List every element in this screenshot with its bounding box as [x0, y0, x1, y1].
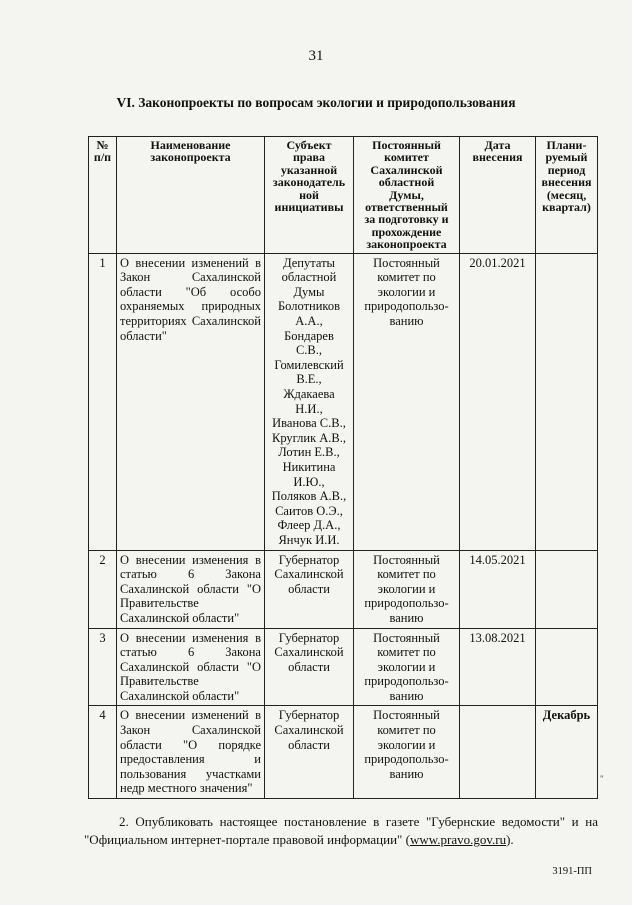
bill-name: О внесении изменения в статью 6 Закона Сахалинской области "О Правительстве Сахалинской области" [117, 628, 265, 706]
publication-text-end: ). [506, 832, 514, 847]
row-num: 1 [89, 253, 117, 550]
committee: Постоянный комитет по экологии и природопользо- ванию [354, 706, 460, 799]
row-num: 2 [89, 550, 117, 628]
bills-table [88, 136, 598, 799]
bill-name: О внесении изменений в Закон Сахалинской области "О порядке предоставления и пользования участками недр местного значения" [117, 706, 265, 799]
initiative-subject: Губернатор Сахалинской области [265, 628, 354, 706]
submission-date [460, 706, 536, 799]
header-planned-period: Плани- руемый период внесения (месяц, квартал) [536, 137, 598, 254]
committee: Постоянный комитет по экологии и природопользо- ванию [354, 253, 460, 550]
table-row [89, 253, 598, 550]
bill-name: О внесении изменения в статью 6 Закона Сахалинской области "О Правительстве Сахалинской области" [117, 550, 265, 628]
planned-period [536, 253, 598, 550]
planned-period: Декабрь [536, 706, 598, 799]
planned-period [536, 550, 598, 628]
pravo-link[interactable]: www.pravo.gov.ru [409, 832, 507, 847]
initiative-subject: Губернатор Сахалинской области [265, 706, 354, 799]
row-num: 4 [89, 706, 117, 799]
committee: Постоянный комитет по экологии и природопользо- ванию [354, 628, 460, 706]
submission-date: 13.08.2021 [460, 628, 536, 706]
document-code: 3191-ПП [552, 866, 592, 877]
table-row [89, 550, 598, 628]
row-num: 3 [89, 628, 117, 706]
header-num: № п/п [89, 137, 117, 254]
page-number: 31 [308, 48, 324, 64]
initiative-subject: Губернатор Сахалинской области [265, 550, 354, 628]
initiative-subject: Депутаты областной Думы Болотников А.А., Бондарев С.В., Гомилевский В.Е., Ждакаева Н.И., Иванова С.В., Круглик А.В., Лотин Е.В., Никитина И.Ю., Поляков А.В., Саитов О.Э., Флеер Д.А., Янчук И.И. [265, 253, 354, 550]
header-committee: Постоянный комитет Сахалинской областной Думы, ответственный за подготовку и прохождение законопроекта [354, 137, 460, 254]
committee: Постоянный комитет по экологии и природопользо- ванию [354, 550, 460, 628]
table-row [89, 628, 598, 706]
table-closing-quote: " [600, 774, 604, 784]
publication-paragraph [84, 813, 598, 849]
section-title: VI. Законопроекты по вопросам экологии и природопользования [116, 95, 516, 110]
table-row [89, 706, 598, 799]
submission-date: 20.01.2021 [460, 253, 536, 550]
header-date: Дата внесения [460, 137, 536, 254]
planned-period [536, 628, 598, 706]
header-bill-name: Наименование законопроекта [117, 137, 265, 254]
bill-name: О внесении изменений в Закон Сахалинской области "Об особо охраняемых природных территориях Сахалинской области" [117, 253, 265, 550]
publication-text: 2. Опубликовать настоящее постановление в газете "Губернские ведомости" и на "Официальном интернет-портале правовой информации" ( [84, 814, 598, 847]
table-header-row [89, 137, 598, 254]
submission-date: 14.05.2021 [460, 550, 536, 628]
header-subject: Субъект права указанной законодатель ной инициативы [265, 137, 354, 254]
